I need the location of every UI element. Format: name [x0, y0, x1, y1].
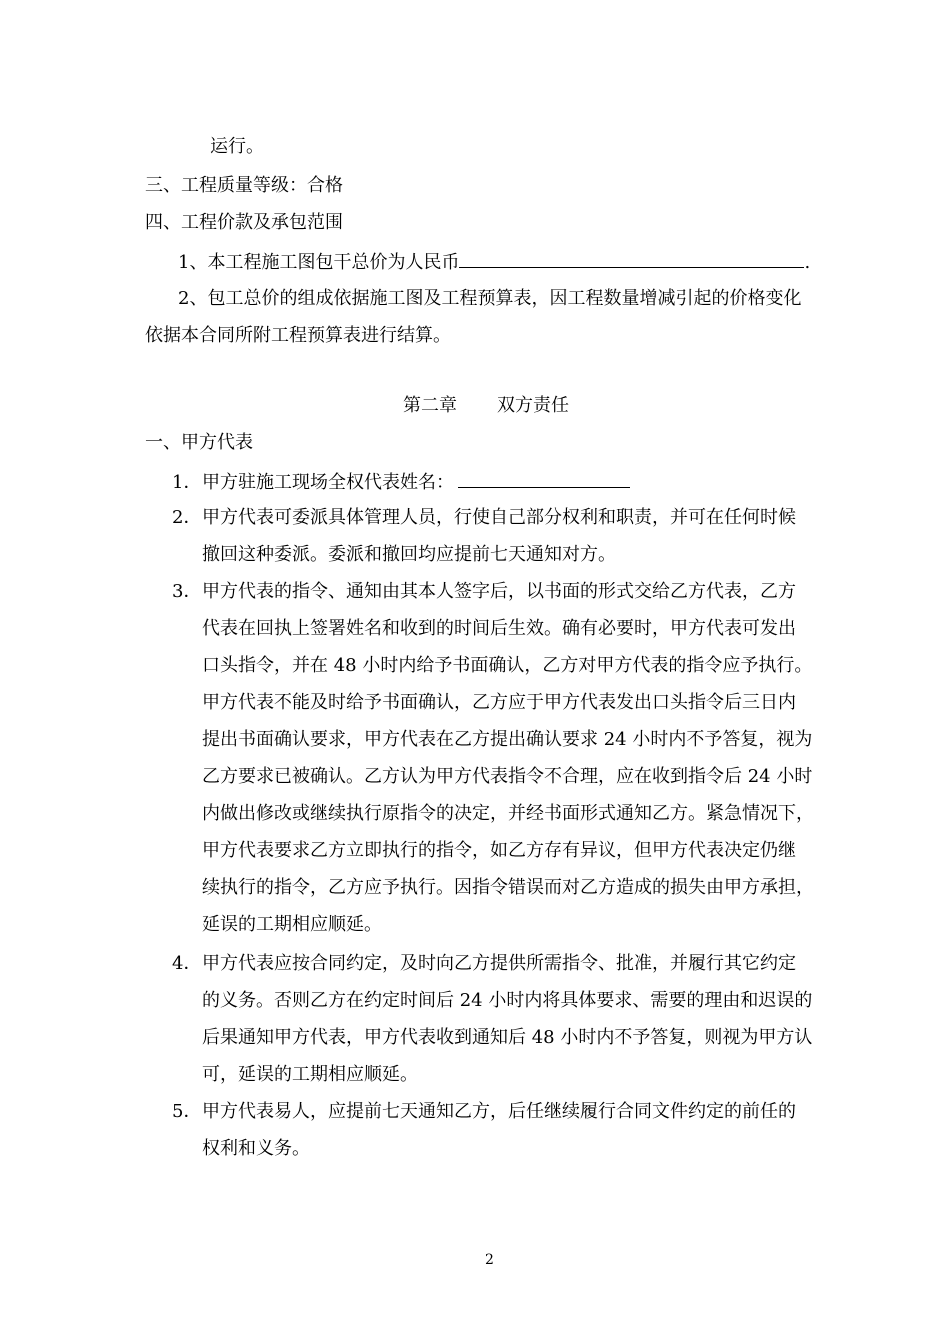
item-4-number: 4． [172, 953, 202, 974]
chapter-number: 第二章 [403, 395, 457, 416]
item-2-line-1 [172, 506, 796, 530]
price-clause-1-text: 1、本工程施工图包干总价为人民币 [178, 252, 460, 273]
chapter-title: 双方责任 [497, 395, 569, 416]
section-price-scope: 四、工程价款及承包范围 [145, 212, 343, 233]
item-4-line-2: 的义务。否则乙方在约定时间后 24 小时内将具体要求、需要的理由和迟误的 [202, 990, 813, 1011]
item-4-line-1 [172, 952, 796, 976]
item-2-text-1: 甲方代表可委派具体管理人员，行使自己部分权利和职责，并可在任何时候 [202, 507, 796, 528]
page-number: 2 [485, 1252, 494, 1268]
price-clause-1 [178, 249, 810, 275]
price-clause-2-line-1: 2、包工总价的组成依据施工图及工程预算表，因工程数量增减引起的价格变化 [178, 288, 802, 309]
item-3-number: 3． [172, 581, 202, 602]
item-3-text-1: 甲方代表的指令、通知由其本人签字后，以书面的形式交给乙方代表，乙方 [202, 581, 796, 602]
item-3-line-4: 甲方代表不能及时给予书面确认，乙方应于甲方代表发出口头指令后三日内 [202, 692, 796, 713]
continuation-line: 运行。 [210, 136, 264, 157]
item-3-line-10: 延误的工期相应顺延。 [202, 914, 382, 935]
section-quality: 三、工程质量等级：合格 [145, 175, 343, 196]
item-4-line-3: 后果通知甲方代表，甲方代表收到通知后 48 小时内不予答复，则视为甲方认 [202, 1027, 813, 1048]
item-2-number: 2． [172, 507, 202, 528]
item-3-line-3: 口头指令，并在 48 小时内给予书面确认，乙方对甲方代表的指令应予执行。 [202, 655, 813, 676]
item-3-line-2: 代表在回执上签署姓名和收到的时间后生效。确有必要时，甲方代表可发出 [202, 618, 796, 639]
item-3-line-5: 提出书面确认要求，甲方代表在乙方提出确认要求 24 小时内不予答复，视为 [202, 729, 813, 750]
item-5-line-2: 权利和义务。 [202, 1138, 310, 1159]
item-5-number: 5． [172, 1101, 202, 1122]
price-clause-2-line-2: 依据本合同所附工程预算表进行结算。 [145, 325, 451, 346]
item-5-text-1: 甲方代表易人，应提前七天通知乙方，后任继续履行合同文件约定的前任的 [202, 1101, 796, 1122]
item-3-line-8: 甲方代表要求乙方立即执行的指令，如乙方存有异议，但甲方代表决定仍继 [202, 840, 796, 861]
item-3-line-9: 续执行的指令，乙方应予执行。因指令错误而对乙方造成的损失由甲方承担， [202, 877, 814, 898]
item-4-text-1: 甲方代表应按合同约定，及时向乙方提供所需指令、批准，并履行其它约定 [202, 953, 796, 974]
representative-name-blank [458, 469, 630, 488]
item-1-text: 甲方驻施工现场全权代表姓名： [202, 472, 454, 493]
item-3-line-1 [172, 580, 796, 604]
item-5-line-1 [172, 1100, 796, 1124]
item-1-line-1 [172, 469, 630, 495]
item-1-number: 1． [172, 472, 202, 493]
section-party-a-representative: 一、甲方代表 [145, 432, 253, 453]
price-clause-1-end: . [804, 252, 811, 273]
price-blank-line [459, 249, 804, 268]
item-3-line-7: 内做出修改或继续执行原指令的决定，并经书面形式通知乙方。紧急情况下， [202, 803, 814, 824]
chapter-heading [403, 394, 569, 418]
item-4-line-4: 可，延误的工期相应顺延。 [202, 1064, 418, 1085]
item-2-line-2: 撤回这种委派。委派和撤回均应提前七天通知对方。 [202, 544, 616, 565]
item-3-line-6: 乙方要求已被确认。乙方认为甲方代表指令不合理，应在收到指令后 24 小时 [202, 766, 813, 787]
